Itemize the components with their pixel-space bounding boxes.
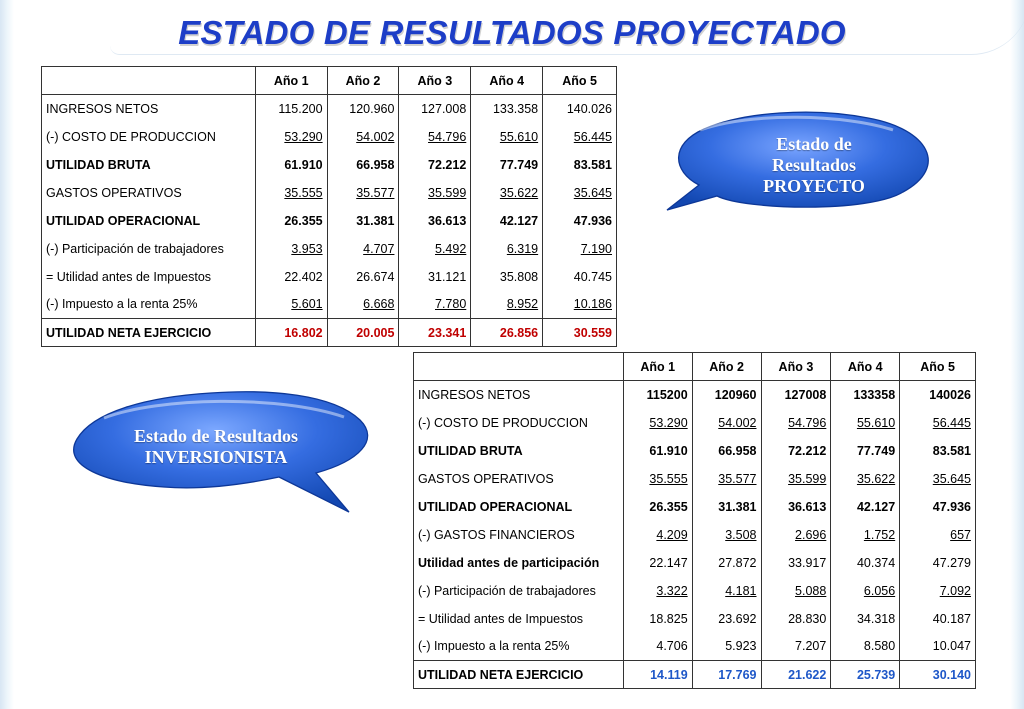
inversionista-table-row [414,521,976,549]
proyecto-year-2-value: 54.002 [327,123,399,151]
inversionista-header-row [414,353,976,381]
inversionista-year-5-value: 83.581 [900,437,976,465]
proyecto-table-row [42,207,617,235]
inversionista-callout-line-2: INVERSIONISTA [144,447,288,467]
inversionista-table-row [414,381,976,409]
proyecto-year-1-value: 3.953 [255,235,327,263]
inversionista-year-4-value: 35.622 [831,465,900,493]
proyecto-year-1-value: 61.910 [255,151,327,179]
proyecto-year-1-value: 5.601 [255,291,327,319]
proyecto-header-year-5: Año 5 [543,67,617,95]
inversionista-table-row [414,465,976,493]
proyecto-table-row [42,179,617,207]
estado-resultados-proyecto-callout [667,112,937,222]
proyecto-year-5-value: 7.190 [543,235,617,263]
inversionista-year-3-value: 2.696 [761,521,831,549]
proyecto-header-blank [42,67,256,95]
inversionista-year-5-value: 35.645 [900,465,976,493]
inversionista-table-row [414,549,976,577]
inversionista-table-row [414,633,976,661]
proyecto-year-4-value: 133.358 [471,95,543,123]
proyecto-row-label: UTILIDAD BRUTA [42,151,256,179]
inversionista-year-5-value: 10.047 [900,633,976,661]
inversionista-year-2-value: 31.381 [692,493,761,521]
inversionista-year-2-value: 17.769 [692,661,761,689]
proyecto-header-row [42,67,617,95]
proyecto-row-label: (-) COSTO DE PRODUCCION [42,123,256,151]
proyecto-table-row [42,123,617,151]
proyecto-year-4-value: 55.610 [471,123,543,151]
proyecto-year-3-value: 23.341 [399,319,471,347]
proyecto-year-4-value: 26.856 [471,319,543,347]
inversionista-row-label: Utilidad antes de participación [414,549,624,577]
inversionista-year-4-value: 34.318 [831,605,900,633]
proyecto-header-year-3: Año 3 [399,67,471,95]
inversionista-callout-line-1: Estado de Resultados [133,426,299,446]
proyecto-year-4-value: 35.808 [471,263,543,291]
inversionista-row-label: = Utilidad antes de Impuestos [414,605,624,633]
inversionista-year-5-value: 30.140 [900,661,976,689]
proyecto-year-3-value: 36.613 [399,207,471,235]
inversionista-year-1-value: 3.322 [623,577,692,605]
inversionista-row-label: (-) Impuesto a la renta 25% [414,633,624,661]
inversionista-year-1-value: 26.355 [623,493,692,521]
proyecto-year-2-value: 6.668 [327,291,399,319]
inversionista-year-1-value: 4.706 [623,633,692,661]
proyecto-year-5-value: 83.581 [543,151,617,179]
inversionista-header-year-2: Año 2 [692,353,761,381]
proyecto-row-label: GASTOS OPERATIVOS [42,179,256,207]
inversionista-year-3-value: 7.207 [761,633,831,661]
inversionista-year-2-value: 27.872 [692,549,761,577]
inversionista-income-statement-table [413,352,976,689]
proyecto-year-3-value: 7.780 [399,291,471,319]
proyecto-header-year-1: Año 1 [255,67,327,95]
inversionista-header-year-4: Año 4 [831,353,900,381]
inversionista-year-2-value: 3.508 [692,521,761,549]
inversionista-year-4-value: 6.056 [831,577,900,605]
inversionista-year-3-value: 72.212 [761,437,831,465]
inversionista-year-4-value: 1.752 [831,521,900,549]
proyecto-callout-line-1: Estado de [776,134,852,154]
proyecto-year-3-value: 127.008 [399,95,471,123]
proyecto-header-year-2: Año 2 [327,67,399,95]
inversionista-year-2-value: 4.181 [692,577,761,605]
proyecto-year-4-value: 77.749 [471,151,543,179]
inversionista-row-label: (-) COSTO DE PRODUCCION [414,409,624,437]
proyecto-year-1-value: 53.290 [255,123,327,151]
proyecto-year-5-value: 35.645 [543,179,617,207]
inversionista-year-1-value: 53.290 [623,409,692,437]
proyecto-year-4-value: 6.319 [471,235,543,263]
inversionista-year-3-value: 5.088 [761,577,831,605]
inversionista-table-row [414,409,976,437]
inversionista-year-1-value: 61.910 [623,437,692,465]
inversionista-year-2-value: 54.002 [692,409,761,437]
inversionista-year-5-value: 47.279 [900,549,976,577]
inversionista-row-label: (-) Participación de trabajadores [414,577,624,605]
proyecto-year-1-value: 35.555 [255,179,327,207]
inversionista-year-4-value: 25.739 [831,661,900,689]
inversionista-table-row [414,661,976,689]
proyecto-header-year-4: Año 4 [471,67,543,95]
inversionista-year-3-value: 127008 [761,381,831,409]
inversionista-row-label: GASTOS OPERATIVOS [414,465,624,493]
proyecto-table-row [42,235,617,263]
inversionista-year-2-value: 66.958 [692,437,761,465]
proyecto-year-5-value: 140.026 [543,95,617,123]
proyecto-year-5-value: 56.445 [543,123,617,151]
proyecto-year-1-value: 22.402 [255,263,327,291]
inversionista-year-3-value: 21.622 [761,661,831,689]
proyecto-income-statement-table [41,66,617,347]
proyecto-table-row [42,319,617,347]
proyecto-row-label: UTILIDAD NETA EJERCICIO [42,319,256,347]
proyecto-row-label: UTILIDAD OPERACIONAL [42,207,256,235]
proyecto-year-3-value: 31.121 [399,263,471,291]
inversionista-row-label: UTILIDAD BRUTA [414,437,624,465]
proyecto-year-2-value: 120.960 [327,95,399,123]
proyecto-table-row [42,95,617,123]
proyecto-year-4-value: 35.622 [471,179,543,207]
inversionista-year-3-value: 28.830 [761,605,831,633]
proyecto-year-2-value: 4.707 [327,235,399,263]
proyecto-table-row [42,291,617,319]
proyecto-row-label: (-) Impuesto a la renta 25% [42,291,256,319]
inversionista-table-row [414,437,976,465]
proyecto-year-5-value: 40.745 [543,263,617,291]
proyecto-row-label: = Utilidad antes de Impuestos [42,263,256,291]
inversionista-year-2-value: 35.577 [692,465,761,493]
left-decorative-edge [0,0,14,709]
estado-resultados-inversionista-callout [74,389,384,524]
proyecto-year-5-value: 10.186 [543,291,617,319]
inversionista-year-5-value: 56.445 [900,409,976,437]
proyecto-year-1-value: 16.802 [255,319,327,347]
inversionista-year-1-value: 4.209 [623,521,692,549]
proyecto-callout-line-2: Resultados [771,155,856,175]
inversionista-row-label: UTILIDAD OPERACIONAL [414,493,624,521]
inversionista-table-row [414,493,976,521]
inversionista-table-row [414,605,976,633]
proyecto-year-4-value: 8.952 [471,291,543,319]
proyecto-year-2-value: 35.577 [327,179,399,207]
inversionista-year-4-value: 55.610 [831,409,900,437]
inversionista-year-2-value: 5.923 [692,633,761,661]
inversionista-year-1-value: 18.825 [623,605,692,633]
proyecto-year-2-value: 26.674 [327,263,399,291]
inversionista-header-blank [414,353,624,381]
proyecto-year-2-value: 31.381 [327,207,399,235]
proyecto-table-row [42,263,617,291]
inversionista-year-3-value: 33.917 [761,549,831,577]
inversionista-table-row [414,577,976,605]
inversionista-year-1-value: 115200 [623,381,692,409]
inversionista-year-4-value: 40.374 [831,549,900,577]
proyecto-year-3-value: 72.212 [399,151,471,179]
inversionista-year-1-value: 14.119 [623,661,692,689]
inversionista-year-4-value: 8.580 [831,633,900,661]
proyecto-year-1-value: 115.200 [255,95,327,123]
proyecto-year-5-value: 47.936 [543,207,617,235]
inversionista-year-5-value: 47.936 [900,493,976,521]
inversionista-row-label: (-) GASTOS FINANCIEROS [414,521,624,549]
inversionista-row-label: INGRESOS NETOS [414,381,624,409]
proyecto-year-2-value: 20.005 [327,319,399,347]
inversionista-year-5-value: 7.092 [900,577,976,605]
inversionista-year-2-value: 23.692 [692,605,761,633]
inversionista-header-year-1: Año 1 [623,353,692,381]
proyecto-year-3-value: 54.796 [399,123,471,151]
inversionista-year-4-value: 77.749 [831,437,900,465]
proyecto-row-label: INGRESOS NETOS [42,95,256,123]
proyecto-year-3-value: 5.492 [399,235,471,263]
right-decorative-edge [1010,0,1024,709]
proyecto-year-1-value: 26.355 [255,207,327,235]
proyecto-year-5-value: 30.559 [543,319,617,347]
proyecto-callout-line-3: PROYECTO [763,176,865,196]
inversionista-year-3-value: 36.613 [761,493,831,521]
inversionista-year-5-value: 657 [900,521,976,549]
inversionista-header-year-5: Año 5 [900,353,976,381]
proyecto-year-4-value: 42.127 [471,207,543,235]
inversionista-header-year-3: Año 3 [761,353,831,381]
inversionista-year-4-value: 133358 [831,381,900,409]
inversionista-year-4-value: 42.127 [831,493,900,521]
proyecto-year-3-value: 35.599 [399,179,471,207]
inversionista-year-1-value: 22.147 [623,549,692,577]
inversionista-row-label: UTILIDAD NETA EJERCICIO [414,661,624,689]
inversionista-year-2-value: 120960 [692,381,761,409]
page-title: ESTADO DE RESULTADOS PROYECTADO [178,14,846,51]
proyecto-table-row [42,151,617,179]
inversionista-year-3-value: 35.599 [761,465,831,493]
inversionista-year-5-value: 40.187 [900,605,976,633]
proyecto-year-2-value: 66.958 [327,151,399,179]
inversionista-year-5-value: 140026 [900,381,976,409]
proyecto-row-label: (-) Participación de trabajadores [42,235,256,263]
inversionista-year-3-value: 54.796 [761,409,831,437]
inversionista-year-1-value: 35.555 [623,465,692,493]
